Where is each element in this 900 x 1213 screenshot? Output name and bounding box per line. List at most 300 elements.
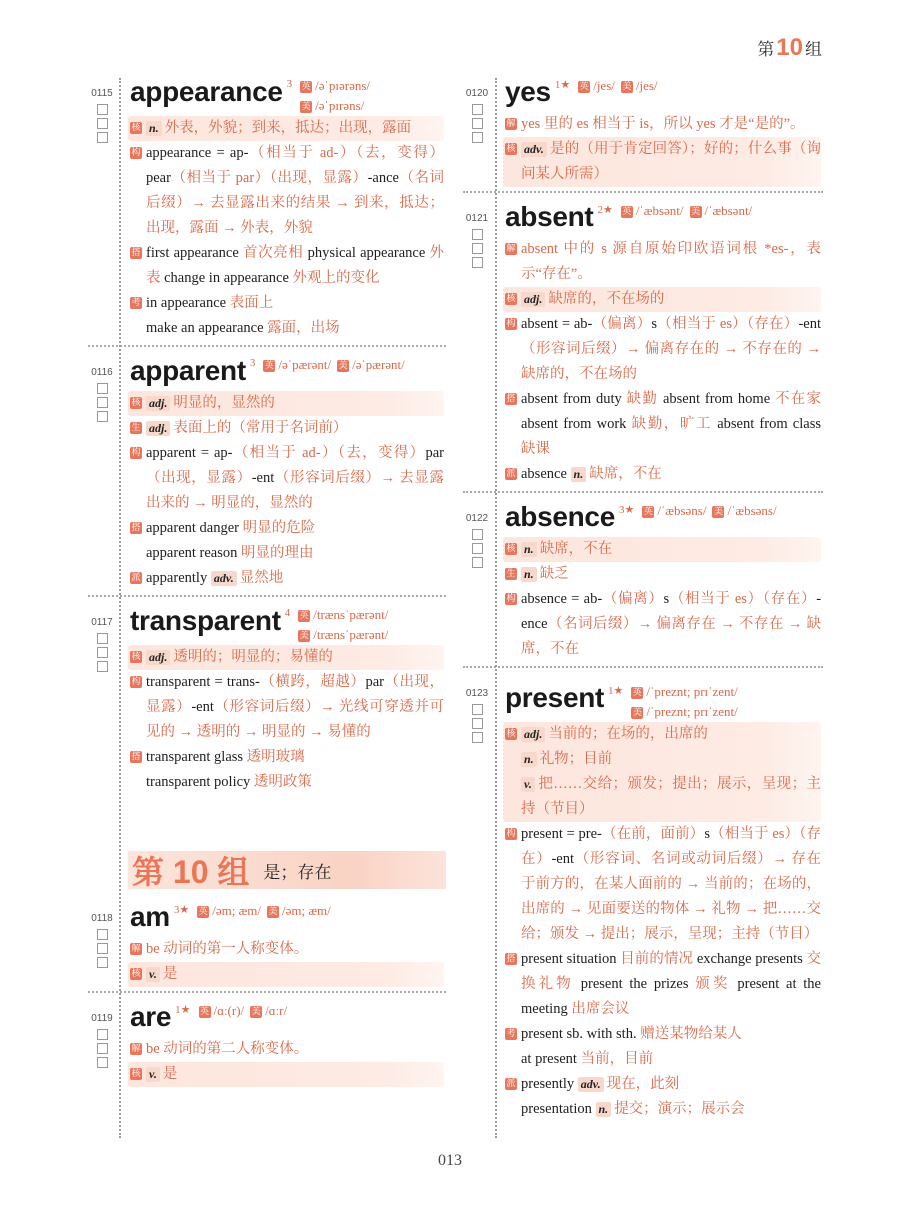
word-entry bbox=[88, 603, 446, 803]
review-checkbox[interactable] bbox=[472, 243, 483, 254]
entry-number: 0122 bbox=[465, 513, 489, 524]
headword: appearance bbox=[130, 76, 283, 107]
chinese-gloss: 透明玻璃 bbox=[246, 749, 305, 765]
part-of-speech-tag: adv. bbox=[578, 1077, 604, 1092]
review-checkbox[interactable] bbox=[472, 732, 483, 743]
english-text: apparently bbox=[146, 570, 211, 586]
review-checkbox[interactable] bbox=[97, 411, 108, 422]
us-badge-icon: 美 bbox=[622, 82, 632, 92]
us-phonetic-text: /ˈæbsəns/ bbox=[727, 503, 777, 518]
chinese-gloss: 外表 bbox=[146, 245, 445, 286]
section-badge-icon: 搭 bbox=[131, 752, 141, 762]
review-checkbox[interactable] bbox=[97, 1029, 108, 1040]
frequency-level bbox=[287, 78, 293, 90]
chinese-gloss: 缺席，不在 bbox=[539, 541, 613, 557]
frequency-number: 3 bbox=[173, 904, 180, 916]
entry-section bbox=[503, 537, 821, 562]
entry-section bbox=[130, 291, 444, 341]
part-of-speech-tag: v. bbox=[521, 777, 535, 792]
phonetic-uk bbox=[298, 605, 388, 625]
entry-separator bbox=[88, 595, 446, 597]
us-badge-icon: 美 bbox=[632, 708, 642, 718]
chinese-gloss: be 动词的第二人称变体。 bbox=[146, 1041, 309, 1057]
chinese-gloss: （形容词后缀）→ 光线可穿透并可见的 → 透明的 → 明显的 → 易懂的 bbox=[146, 699, 445, 740]
uk-phonetic-text: /ɑː(r)/ bbox=[213, 1003, 245, 1018]
phonetic-us bbox=[337, 357, 405, 372]
entry-number: 0121 bbox=[465, 213, 489, 224]
entry-section bbox=[130, 441, 444, 516]
us-badge-icon: 美 bbox=[713, 507, 723, 517]
part-of-speech-tag: adv. bbox=[521, 142, 547, 157]
uk-badge-icon: 英 bbox=[264, 361, 274, 371]
chinese-gloss: 首次亮相 bbox=[242, 245, 308, 261]
review-checkbox[interactable] bbox=[472, 557, 483, 568]
us-phonetic-text: /ˈæbsənt/ bbox=[704, 203, 753, 218]
us-badge-icon: 美 bbox=[251, 1007, 261, 1017]
chinese-gloss: （名词后缀）→ 去显露出来的结果 → 到来，抵达；出现，露面 → 外表，外貌 bbox=[146, 170, 445, 236]
section-badge-icon: 考 bbox=[131, 298, 141, 308]
entry-separator bbox=[88, 345, 446, 347]
section-badge-icon: 核 bbox=[506, 544, 516, 554]
entry-number: 0123 bbox=[465, 688, 489, 699]
uk-badge-icon: 英 bbox=[622, 207, 632, 217]
review-checkbox[interactable] bbox=[472, 257, 483, 268]
left-column bbox=[88, 74, 446, 1087]
phonetics bbox=[199, 1001, 294, 1021]
phonetic-us bbox=[621, 78, 658, 93]
word-entry bbox=[88, 999, 446, 1087]
chinese-gloss: 赠送某物给某人 bbox=[640, 1026, 742, 1042]
review-checkbox[interactable] bbox=[97, 1057, 108, 1068]
part-of-speech-tag: n. bbox=[596, 1102, 612, 1117]
english-text: absent from work bbox=[521, 416, 632, 432]
review-checkbox[interactable] bbox=[97, 383, 108, 394]
english-text: first appearance bbox=[146, 245, 243, 261]
chinese-gloss: 外观上的变化 bbox=[292, 270, 380, 286]
phonetic-us bbox=[712, 503, 776, 518]
chinese-gloss: be 动词的第一人称变体。 bbox=[146, 941, 309, 957]
review-checkbox[interactable] bbox=[472, 104, 483, 115]
phonetics bbox=[631, 682, 743, 722]
review-checkbox[interactable] bbox=[472, 132, 483, 143]
entry-separator bbox=[463, 191, 823, 193]
entry-number: 0116 bbox=[91, 367, 113, 378]
phonetic-us bbox=[267, 903, 331, 918]
phonetic-us bbox=[300, 96, 370, 116]
chinese-gloss: 是 bbox=[162, 966, 178, 982]
english-text: pear bbox=[146, 170, 171, 186]
review-checkboxes bbox=[472, 704, 483, 746]
english-text: in appearance bbox=[146, 295, 230, 311]
chinese-gloss: 出席会议 bbox=[571, 1001, 630, 1017]
review-checkbox[interactable] bbox=[472, 229, 483, 240]
english-text: present sb. with sth. bbox=[521, 1026, 641, 1042]
chinese-gloss: 缺勤，旷工 bbox=[631, 416, 718, 432]
review-checkbox[interactable] bbox=[97, 1043, 108, 1054]
english-text: apparent danger bbox=[146, 520, 243, 536]
part-of-speech-tag: adj. bbox=[146, 650, 170, 665]
part-of-speech-tag: n. bbox=[521, 752, 537, 767]
entry-section bbox=[130, 241, 444, 291]
entry-section bbox=[505, 562, 821, 587]
entry-section bbox=[505, 112, 821, 137]
frequency-level bbox=[250, 357, 256, 369]
phonetic-uk bbox=[578, 78, 615, 93]
english-text: present at the meeting bbox=[521, 976, 821, 1017]
chinese-gloss: 是 bbox=[162, 1066, 178, 1082]
english-text: -ance bbox=[367, 170, 399, 186]
uk-badge-icon: 英 bbox=[200, 1007, 210, 1017]
page-number: 013 bbox=[438, 1152, 462, 1169]
chinese-gloss: （相当于 ad-）（去，变得） bbox=[248, 145, 445, 161]
uk-badge-icon: 英 bbox=[632, 688, 642, 698]
chinese-gloss: （相当于 ad-）（去，变得） bbox=[232, 445, 426, 461]
english-text: present = pre- bbox=[521, 826, 602, 842]
chinese-gloss: 缺课 bbox=[521, 441, 550, 457]
frequency-number: 1 bbox=[554, 79, 561, 91]
uk-phonetic-text: /ˈæbsənt/ bbox=[635, 203, 684, 218]
section-badge-icon: 核 bbox=[506, 729, 516, 739]
chinese-gloss: 颁奖 bbox=[695, 976, 738, 992]
chinese-gloss: 外表，外貌；到来，抵达；出现，露面 bbox=[164, 120, 412, 136]
entry-number: 0120 bbox=[465, 88, 489, 99]
chinese-gloss: 表面上的（常用于名词前） bbox=[173, 420, 348, 436]
phonetic-uk bbox=[631, 682, 737, 702]
uk-phonetic-text: /ˈæbsəns/ bbox=[657, 503, 707, 518]
word-entry bbox=[88, 353, 446, 591]
review-checkbox[interactable] bbox=[97, 943, 108, 954]
entry-head bbox=[130, 74, 446, 116]
section-badge-icon: 派 bbox=[506, 469, 516, 479]
entry-section bbox=[130, 516, 444, 566]
entry-section bbox=[130, 141, 444, 241]
phonetic-us bbox=[298, 625, 388, 645]
english-text: change in appearance bbox=[164, 270, 293, 286]
english-text: par bbox=[425, 445, 444, 461]
phonetics bbox=[197, 901, 337, 921]
star-icon: ★ bbox=[179, 904, 190, 916]
chinese-gloss: 是的（用于肯定回答）；好的；什么事（询问某人所需） bbox=[521, 141, 821, 182]
headword: present bbox=[505, 682, 605, 713]
section-badge-icon: 搭 bbox=[131, 523, 141, 533]
word-entry bbox=[463, 199, 823, 487]
english-text: s bbox=[704, 826, 710, 842]
phonetics bbox=[621, 201, 758, 221]
english-text: absence = ab- bbox=[521, 591, 603, 607]
english-text: absent = ab- bbox=[521, 316, 593, 332]
chinese-gloss: 礼物；目前 bbox=[539, 751, 613, 767]
group-banner bbox=[128, 851, 446, 889]
uk-phonetic-text: /əm; æm/ bbox=[212, 903, 261, 918]
review-checkboxes bbox=[97, 633, 108, 675]
review-checkbox[interactable] bbox=[472, 118, 483, 129]
uk-badge-icon: 英 bbox=[299, 611, 309, 621]
review-checkbox[interactable] bbox=[97, 397, 108, 408]
english-text: at present bbox=[521, 1051, 581, 1067]
chinese-gloss: 缺勤 bbox=[626, 391, 663, 407]
uk-badge-icon: 英 bbox=[198, 907, 208, 917]
chinese-gloss: 缺席，不在 bbox=[589, 466, 662, 482]
entry-section bbox=[128, 645, 444, 670]
review-checkbox[interactable] bbox=[97, 661, 108, 672]
chinese-gloss: 表面上 bbox=[229, 295, 274, 311]
entry-section bbox=[130, 937, 444, 962]
chinese-gloss: 缺乏 bbox=[539, 566, 569, 582]
word-entry bbox=[463, 674, 823, 1122]
frequency-level bbox=[597, 203, 612, 216]
headword: transparent bbox=[130, 605, 281, 636]
us-phonetic-text: /ˈpreznt; prɪˈzent/ bbox=[646, 704, 738, 719]
section-badge-icon: 生 bbox=[506, 569, 516, 579]
uk-badge-icon: 英 bbox=[579, 82, 589, 92]
frequency-number: 3 bbox=[286, 78, 293, 90]
frequency-number: 2 bbox=[597, 204, 603, 216]
english-text: absent from home bbox=[662, 391, 776, 407]
english-text: apparent = ap- bbox=[146, 445, 233, 461]
entry-head bbox=[130, 603, 446, 645]
chinese-gloss: （形容词后缀）→ 去显露出来的 → 明显的，显然的 bbox=[146, 470, 445, 511]
phonetics bbox=[578, 76, 663, 96]
page-group-header bbox=[757, 34, 822, 62]
entry-head bbox=[130, 899, 446, 937]
entry-section bbox=[128, 391, 444, 416]
uk-phonetic-text: /jes/ bbox=[593, 78, 615, 93]
chinese-gloss: 当前，目前 bbox=[580, 1051, 654, 1067]
section-badge-icon: 核 bbox=[131, 1069, 141, 1079]
us-phonetic-text: /trænsˈpærənt/ bbox=[313, 627, 389, 642]
entry-section bbox=[128, 116, 444, 141]
group-title: 第 10 组 bbox=[132, 854, 250, 890]
entry-section bbox=[130, 1037, 444, 1062]
uk-phonetic-text: /ˈpreznt; prɪˈzent/ bbox=[646, 684, 738, 699]
phonetic-uk bbox=[197, 903, 261, 918]
entry-section bbox=[503, 287, 821, 312]
chinese-gloss: （相当于 es）（存在） bbox=[657, 316, 799, 332]
phonetics bbox=[642, 501, 782, 521]
review-checkbox[interactable] bbox=[97, 104, 108, 115]
section-badge-icon: 核 bbox=[131, 969, 141, 979]
phonetic-us bbox=[690, 203, 753, 218]
entry-head bbox=[130, 353, 446, 391]
english-text: presentation bbox=[521, 1101, 596, 1117]
chinese-gloss: 不在家 bbox=[775, 391, 821, 407]
chinese-gloss: （相当于 es）（存在） bbox=[669, 591, 817, 607]
review-checkboxes bbox=[97, 929, 108, 971]
review-checkbox[interactable] bbox=[97, 132, 108, 143]
chinese-gloss: 显然地 bbox=[239, 570, 284, 586]
english-text: exchange presents bbox=[696, 951, 807, 967]
phonetic-uk bbox=[199, 1003, 245, 1018]
chinese-gloss: （偏离） bbox=[602, 591, 664, 607]
entry-section bbox=[505, 822, 821, 947]
phonetic-uk bbox=[263, 357, 331, 372]
review-checkbox[interactable] bbox=[97, 633, 108, 644]
review-checkbox[interactable] bbox=[472, 543, 483, 554]
chinese-gloss: （出现，显露） bbox=[146, 674, 445, 715]
review-checkboxes bbox=[472, 229, 483, 271]
phonetic-uk bbox=[642, 503, 706, 518]
review-checkboxes bbox=[97, 104, 108, 146]
entry-section bbox=[128, 962, 444, 987]
entry-section bbox=[505, 387, 821, 462]
us-badge-icon: 美 bbox=[299, 631, 309, 641]
chinese-gloss: （名词后缀）→ 偏离存在 → 不存在 → 缺席，不在 bbox=[521, 616, 821, 657]
entry-number: 0117 bbox=[91, 617, 113, 628]
part-of-speech-tag: adj. bbox=[146, 396, 170, 411]
phonetics bbox=[300, 76, 376, 116]
part-of-speech-tag: v. bbox=[146, 1067, 160, 1082]
chinese-gloss: absent 中的 s 源自原始印欧语词根 *es-，表示“存在”。 bbox=[521, 241, 821, 282]
frequency-level bbox=[174, 903, 189, 916]
phonetics bbox=[298, 605, 394, 645]
review-checkbox[interactable] bbox=[472, 718, 483, 729]
star-icon: ★ bbox=[602, 204, 613, 216]
group-suffix: 组 bbox=[805, 40, 822, 59]
review-checkboxes bbox=[472, 529, 483, 571]
english-text: absent from class bbox=[717, 416, 821, 432]
entry-section bbox=[130, 416, 444, 441]
chinese-gloss: 露面，出场 bbox=[267, 320, 340, 336]
star-icon: ★ bbox=[624, 504, 635, 516]
right-column bbox=[463, 74, 823, 1122]
entry-number: 0118 bbox=[91, 913, 113, 924]
entry-number: 0115 bbox=[91, 88, 113, 99]
section-badge-icon: 考 bbox=[506, 1029, 516, 1039]
chinese-gloss: 提交；演示；展示会 bbox=[614, 1101, 745, 1117]
part-of-speech-tag: adj. bbox=[521, 292, 545, 307]
section-badge-icon: 构 bbox=[131, 148, 141, 158]
uk-phonetic-text: /əˈpærənt/ bbox=[278, 357, 332, 372]
us-phonetic-text: /əˈpɪrəns/ bbox=[315, 98, 365, 113]
chinese-gloss: yes 里的 es 相当于 is，所以 yes 才是“是的”。 bbox=[521, 116, 805, 132]
entry-section bbox=[505, 237, 821, 287]
headword: yes bbox=[505, 76, 551, 107]
review-checkboxes bbox=[472, 104, 483, 146]
us-badge-icon: 美 bbox=[301, 102, 311, 112]
english-text: make an appearance bbox=[146, 320, 268, 336]
section-badge-icon: 解 bbox=[131, 944, 141, 954]
uk-phonetic-text: /trænsˈpærənt/ bbox=[313, 607, 389, 622]
group-number: 10 bbox=[776, 34, 803, 61]
part-of-speech-tag: n. bbox=[571, 467, 587, 482]
section-badge-icon: 搭 bbox=[131, 248, 141, 258]
word-entry bbox=[463, 74, 823, 187]
headword: are bbox=[130, 1001, 172, 1032]
section-badge-icon: 解 bbox=[506, 119, 516, 129]
section-badge-icon: 构 bbox=[506, 829, 516, 839]
english-text: s bbox=[663, 591, 670, 607]
chinese-gloss: 明显的，显然的 bbox=[173, 395, 275, 411]
review-checkbox[interactable] bbox=[472, 529, 483, 540]
entry-section bbox=[505, 1022, 821, 1072]
headword: absence bbox=[505, 501, 615, 532]
chinese-gloss: 透明的；明显的；易懂的 bbox=[173, 649, 333, 665]
headword: am bbox=[130, 901, 170, 932]
chinese-gloss: （在前，面前） bbox=[601, 826, 705, 842]
section-badge-icon: 核 bbox=[131, 652, 141, 662]
review-checkbox[interactable] bbox=[97, 647, 108, 658]
section-badge-icon: 核 bbox=[506, 294, 516, 304]
frequency-level bbox=[619, 503, 634, 516]
entry-head bbox=[130, 999, 446, 1037]
review-checkbox[interactable] bbox=[472, 704, 483, 715]
frequency-level bbox=[555, 78, 570, 91]
group-prefix: 第 bbox=[757, 40, 775, 59]
uk-badge-icon: 英 bbox=[643, 507, 653, 517]
entry-head bbox=[505, 74, 823, 112]
entry-separator bbox=[88, 991, 446, 993]
star-icon: ★ bbox=[180, 1004, 191, 1016]
entry-section bbox=[505, 462, 821, 487]
chinese-gloss: 交换礼物 bbox=[521, 951, 821, 992]
chinese-gloss: （横跨，超越） bbox=[259, 674, 366, 690]
frequency-level bbox=[175, 1003, 190, 1016]
entry-section bbox=[130, 566, 444, 591]
english-text: physical appearance bbox=[307, 245, 430, 261]
english-text: absent from duty bbox=[521, 391, 627, 407]
uk-phonetic-text: /əˈpɪərəns/ bbox=[315, 78, 371, 93]
entry-number: 0119 bbox=[91, 1013, 113, 1024]
chinese-gloss: 明显的危险 bbox=[242, 520, 316, 536]
english-text: -ent bbox=[551, 851, 574, 867]
us-phonetic-text: /əˈpærənt/ bbox=[352, 357, 405, 372]
english-text: presently bbox=[521, 1076, 578, 1092]
frequency-level bbox=[608, 684, 623, 697]
chinese-gloss: 缺席的，不在场的 bbox=[548, 291, 665, 307]
entry-section bbox=[128, 1062, 444, 1087]
section-badge-icon: 核 bbox=[131, 123, 141, 133]
section-badge-icon: 构 bbox=[506, 594, 516, 604]
chinese-gloss: 透明政策 bbox=[253, 774, 312, 790]
english-text: present the prizes bbox=[580, 976, 696, 992]
english-text: -ent bbox=[251, 470, 275, 486]
star-icon: ★ bbox=[613, 685, 624, 697]
us-badge-icon: 美 bbox=[690, 207, 700, 217]
review-checkbox[interactable] bbox=[97, 957, 108, 968]
entry-section bbox=[130, 670, 444, 745]
section-badge-icon: 搭 bbox=[506, 954, 516, 964]
review-checkbox[interactable] bbox=[97, 929, 108, 940]
entry-section bbox=[130, 745, 444, 795]
english-text: -ent bbox=[191, 699, 214, 715]
phonetics bbox=[263, 355, 410, 375]
english-text: s bbox=[651, 316, 658, 332]
chinese-gloss: 当前的；在场的，出席的 bbox=[548, 726, 708, 742]
entry-section bbox=[505, 947, 821, 1022]
frequency-number: 3 bbox=[249, 357, 256, 369]
chinese-gloss: （形容词、名词或动词后缀）→ 存在于前方的，在某人面前的 → 当前的；在场的，出席的 → 见面要送的物体 → 礼物 → 把……交给；颁发 → 提出；展示，呈现；主持（节目） bbox=[521, 851, 822, 942]
english-text: absence bbox=[521, 466, 571, 482]
entry-section bbox=[505, 1072, 821, 1122]
us-phonetic-text: /jes/ bbox=[635, 78, 658, 93]
review-checkbox[interactable] bbox=[97, 118, 108, 129]
section-badge-icon: 构 bbox=[131, 448, 141, 458]
english-text: appearance = ap- bbox=[146, 145, 249, 161]
group-subtitle: 是；存在 bbox=[263, 862, 332, 882]
section-badge-icon: 解 bbox=[506, 244, 516, 254]
frequency-number: 4 bbox=[284, 607, 291, 619]
entry-head bbox=[505, 499, 823, 537]
part-of-speech-tag: n. bbox=[521, 567, 537, 582]
us-badge-icon: 美 bbox=[338, 361, 348, 371]
entry-section bbox=[505, 587, 821, 662]
entry-section bbox=[505, 312, 821, 387]
frequency-level bbox=[285, 607, 291, 619]
section-badge-icon: 搭 bbox=[506, 394, 516, 404]
english-text: present situation bbox=[521, 951, 621, 967]
headword: apparent bbox=[130, 355, 246, 386]
section-badge-icon: 构 bbox=[506, 319, 516, 329]
